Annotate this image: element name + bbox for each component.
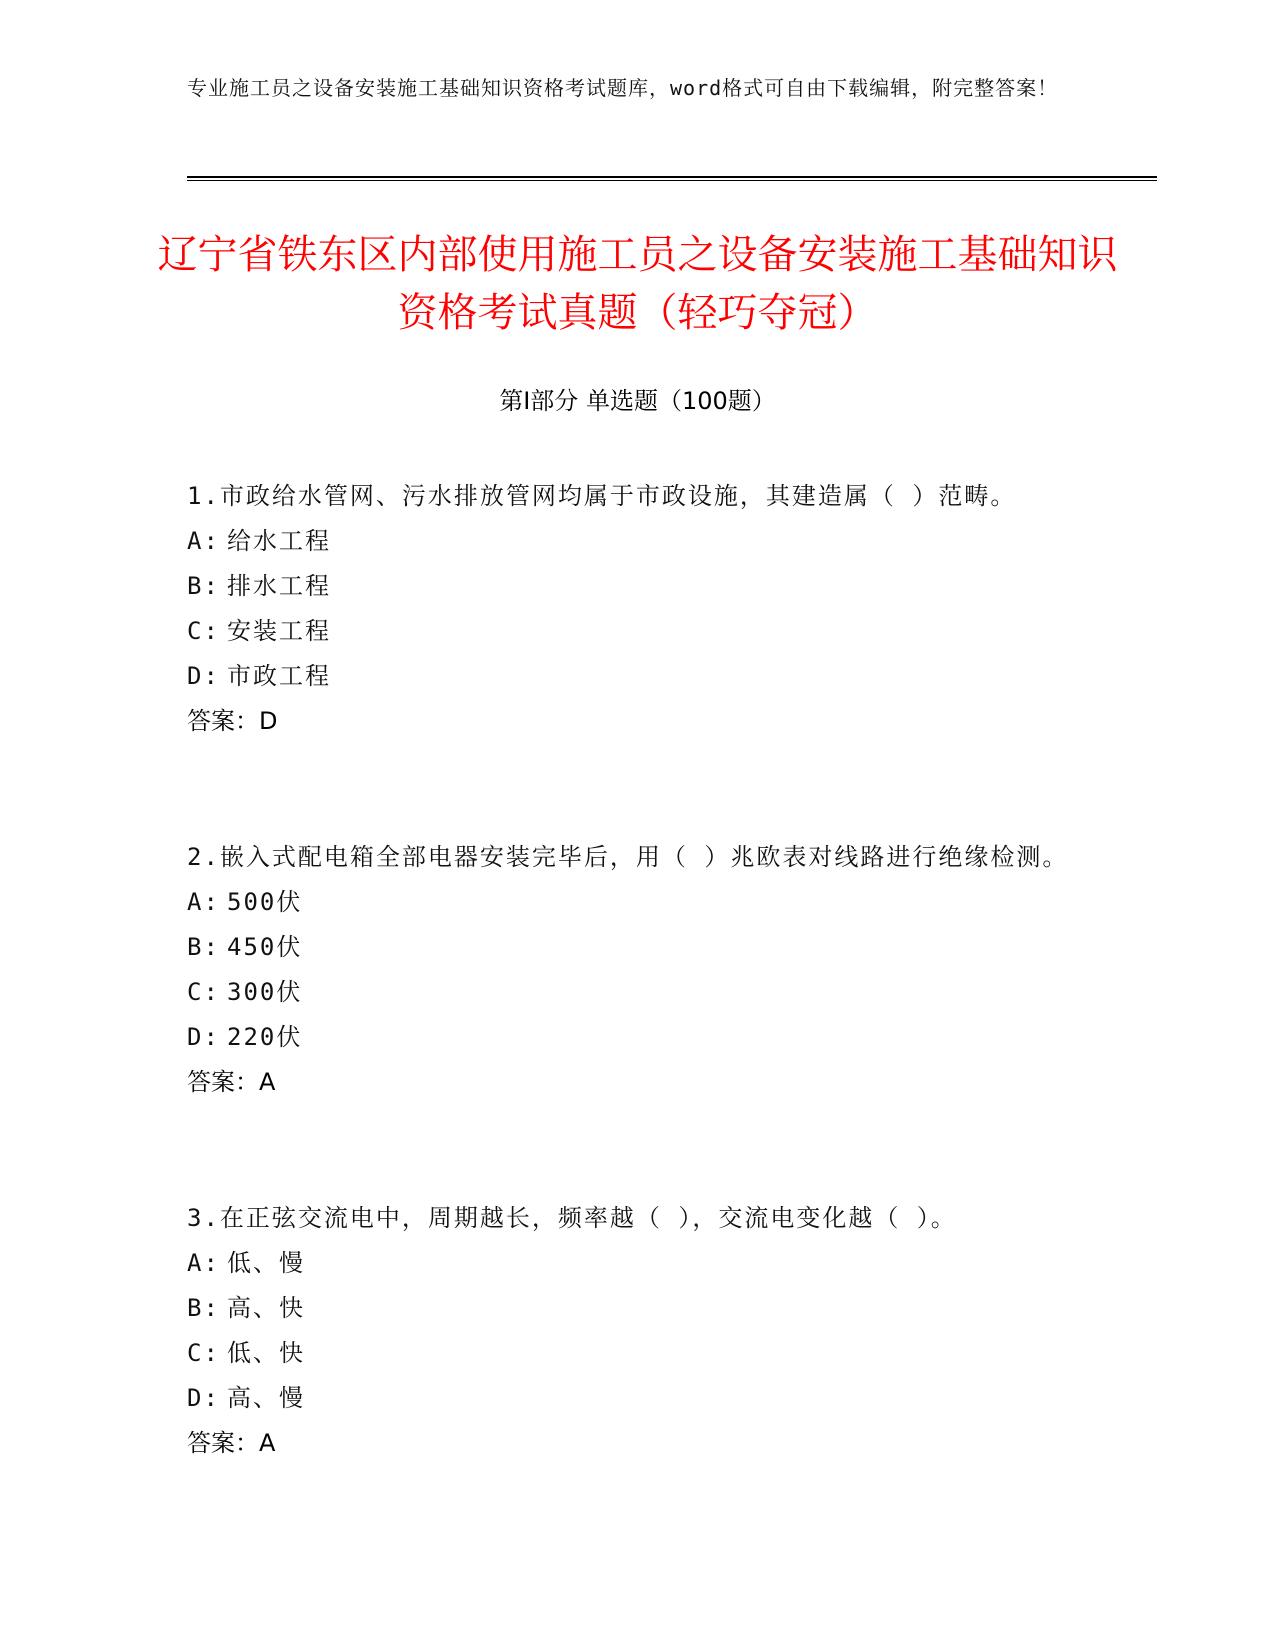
option-c [187,1331,1087,1376]
question-stem: 2.嵌入式配电箱全部电器安装完毕后，用（ ）兆欧表对线路进行绝缘检测。 [187,843,1069,871]
option-text: 低、快 [227,1339,305,1367]
option-letter: C: [187,978,220,1006]
document-title: 辽宁省铁东区内部使用施工员之设备安装施工基础知识资格考试真题（轻巧夺冠） [157,232,1118,336]
option-d [187,654,1087,699]
option-letter: C: [187,1339,220,1367]
question-stem: 1.市政给水管网、污水排放管网均属于市政设施，其建造属（ ）范畴。 [187,482,1017,510]
option-letter: B: [187,572,220,600]
option-text: 排水工程 [227,572,331,600]
answer-line [187,1060,1087,1105]
option-b [187,564,1087,609]
option-d [187,1015,1087,1060]
answer-label: 答案： [187,1068,259,1096]
option-c [187,609,1087,654]
option-letter: A: [187,1249,220,1277]
option-text: 高、快 [227,1294,305,1322]
option-a [187,519,1087,564]
option-text: 高、慢 [227,1384,305,1412]
option-a [187,880,1087,925]
option-letter: B: [187,1294,220,1322]
option-letter: C: [187,617,220,645]
option-text: 给水工程 [227,527,331,555]
option-letter: A: [187,888,220,916]
option-letter: D: [187,662,220,690]
option-letter: D: [187,1023,220,1051]
answer-value: D [259,707,278,735]
option-b [187,925,1087,970]
option-a [187,1241,1087,1286]
option-text: 450伏 [227,933,303,961]
question-2 [187,835,1087,1105]
question-3 [187,1196,1087,1466]
question-stem: 3.在正弦交流电中，周期越长，频率越（ ），交流电变化越（ ）。 [187,1204,957,1232]
option-text: 500伏 [227,888,303,916]
answer-value: A [259,1429,276,1457]
option-text: 市政工程 [227,662,331,690]
option-text: 低、慢 [227,1249,305,1277]
answer-value: A [259,1068,276,1096]
answer-label: 答案： [187,1429,259,1457]
option-b [187,1286,1087,1331]
answer-label: 答案： [187,707,259,735]
answer-line [187,1421,1087,1466]
option-text: 300伏 [227,978,303,1006]
question-1 [187,474,1087,744]
header-note: 专业施工员之设备安装施工基础知识资格考试题库，word格式可自由下载编辑，附完整答案！ [187,76,1059,100]
option-letter: D: [187,1384,220,1412]
option-letter: B: [187,933,220,961]
option-c [187,970,1087,1015]
option-text: 安装工程 [227,617,331,645]
option-letter: A: [187,527,220,555]
answer-line [187,699,1087,744]
header-divider [187,176,1157,181]
option-text: 220伏 [227,1023,303,1051]
section-title: 第Ⅰ部分 单选题（100题） [499,387,776,415]
option-d [187,1376,1087,1421]
